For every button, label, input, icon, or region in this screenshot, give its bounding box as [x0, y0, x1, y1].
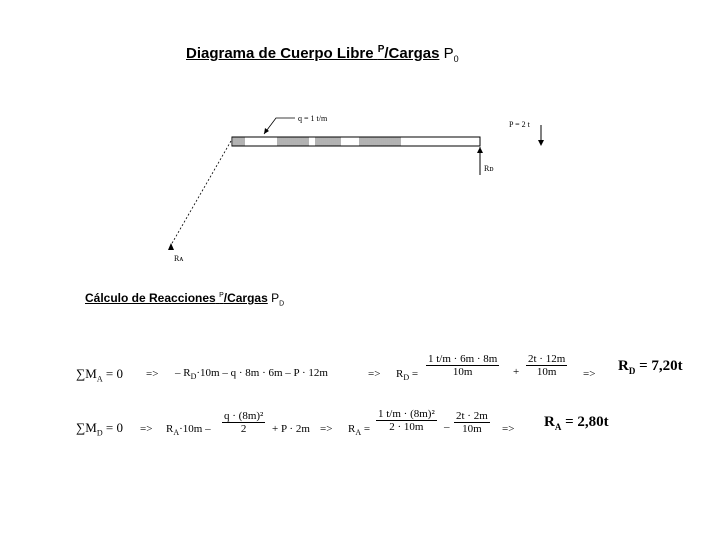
subtitle-slash: /Cargas — [223, 291, 268, 305]
fraction-q-squared: $\frac{\text{q · (8m)²}}{2}$ — [224, 410, 264, 435]
result-ra: $R_A = 2,80t$ — [544, 414, 609, 432]
sum-moments-d: $\sum M_D = 0$ — [76, 420, 123, 438]
fraction-ra-q: $\frac{\text{1 t/m · (8m)²}}{2 \cdot 10m}$ — [378, 408, 435, 433]
beam — [232, 137, 480, 146]
moment-expression-a: – $R_D\cdot 10m - q \cdot 8m \cdot 6m - P \cdot 12m$ — [175, 367, 328, 382]
q-leader-line — [264, 118, 295, 134]
fraction-p-moment: $\frac{2t \cdot 12m}{10m}$ — [528, 353, 566, 378]
support-a-icon — [168, 243, 174, 250]
section-subtitle — [85, 291, 284, 307]
moment-expression-d: $R_A\cdot 10m$ – — [166, 423, 211, 438]
load-p-arrowhead — [538, 140, 544, 146]
title-tail: P — [443, 45, 454, 62]
arrow-3: => — [502, 423, 515, 435]
arrow-1: => — [140, 423, 153, 435]
reaction-d-label: Rᴅ — [484, 164, 494, 173]
load-q-label: q = 1 t/m — [298, 114, 328, 123]
reaction-a-label: Rᴀ — [174, 254, 184, 263]
result-rd: $R_D = 7,20t$ — [618, 358, 683, 376]
ra-lhs: $R_A$ = — [348, 423, 371, 438]
inclined-member — [171, 141, 231, 245]
subtitle-text: Cálculo de Reacciones — [85, 291, 216, 305]
fraction-ra-p: $\frac{2t \cdot 2m}{10m}$ — [456, 410, 488, 435]
subtitle-tail: P — [271, 291, 280, 305]
plus-sign: + — [513, 366, 520, 378]
fraction-q-moment: $\frac{1 t/m \cdot 6m \cdot 8m}{10m}$ — [428, 353, 498, 378]
arrow-3: => — [583, 368, 596, 380]
load-p-label: P = 2 t — [509, 120, 530, 129]
title-sup: P — [377, 44, 385, 55]
title-sub: 0 — [453, 54, 459, 64]
subtitle-sup: P — [219, 292, 224, 299]
arrow-2: => — [368, 368, 381, 380]
arrow-1: => — [146, 368, 159, 380]
sum-moments-a: $\sum M_A = 0$ — [76, 366, 123, 384]
reaction-d-arrowhead — [477, 147, 483, 153]
minus-sign: – — [444, 421, 450, 433]
rd-lhs: $R_D$ = — [396, 368, 419, 383]
title-slash: /Cargas — [384, 45, 440, 62]
title-text: Diagrama de Cuerpo Libre — [186, 45, 374, 62]
subtitle-sub: D — [279, 300, 285, 308]
distributed-load-hatch — [234, 137, 400, 146]
arrow-2: => — [320, 423, 333, 435]
p-moment-term: + P · 2m — [272, 423, 310, 435]
